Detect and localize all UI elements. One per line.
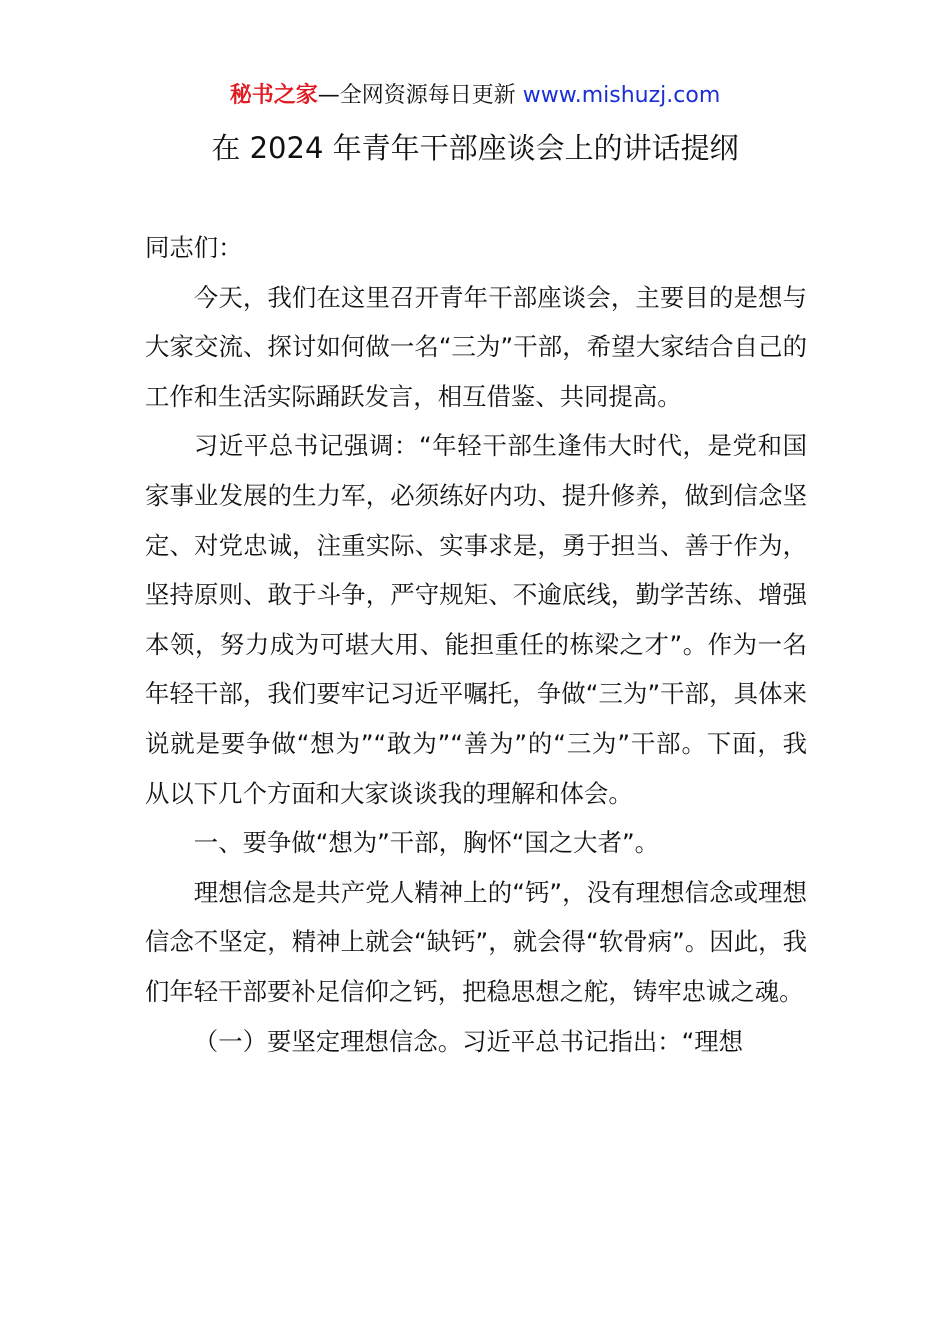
brand-name: 秘书之家 bbox=[229, 83, 318, 108]
header-tagline: —全网资源每日更新 bbox=[317, 83, 516, 108]
document-title: 在 2024 年青年干部座谈会上的讲话提纲 bbox=[211, 131, 739, 165]
subsection-heading-1: （一）要坚定理想信念。习近平总书记指出：“理想 bbox=[193, 1026, 744, 1056]
site-url-link[interactable]: www.mishuzj.com bbox=[522, 83, 721, 108]
paragraph-intro: 今天，我们在这里召开青年干部座谈会，主要目的是想与大家交流、探讨如何做一名“三为”干部，希望大家结合自己的工作和生活实际踊跃发言，相互借鉴、共同提高。 bbox=[145, 282, 807, 411]
section-heading-1: 一、要争做“想为”干部，胸怀“国之大者”。 bbox=[193, 828, 659, 858]
salutation: 同志们： bbox=[145, 233, 243, 262]
document-body bbox=[145, 223, 807, 1066]
paragraph-ideals: 理想信念是共产党人精神上的“钙”，没有理想信念或理想信念不坚定，精神上就会“缺钙”，就会得“软骨病”。因此，我们年轻干部要补足信仰之钙，把稳思想之舵，铸牢忠诚之魂。 bbox=[145, 877, 807, 1006]
site-header bbox=[0, 80, 950, 112]
paragraph-quote: 习近平总书记强调：“年轻干部生逢伟大时代，是党和国家事业发展的生力军，必须练好内功、提升修养，做到信念坚定、对党忠诚，注重实际、实事求是，勇于担当、善于作为，坚持原则、敢于斗争，严守规矩、不逾底线，勤学苦练、增强本领，努力成为可堪大用、能担重任的栋梁之才”。作为一名年轻干部，我们要牢记习近平嘱托，争做“三为”干部，具体来说就是要争做“想为”“敢为”“善为”的“三为”干部。下面，我从以下几个方面和大家谈谈我的理解和体会。 bbox=[145, 431, 807, 808]
